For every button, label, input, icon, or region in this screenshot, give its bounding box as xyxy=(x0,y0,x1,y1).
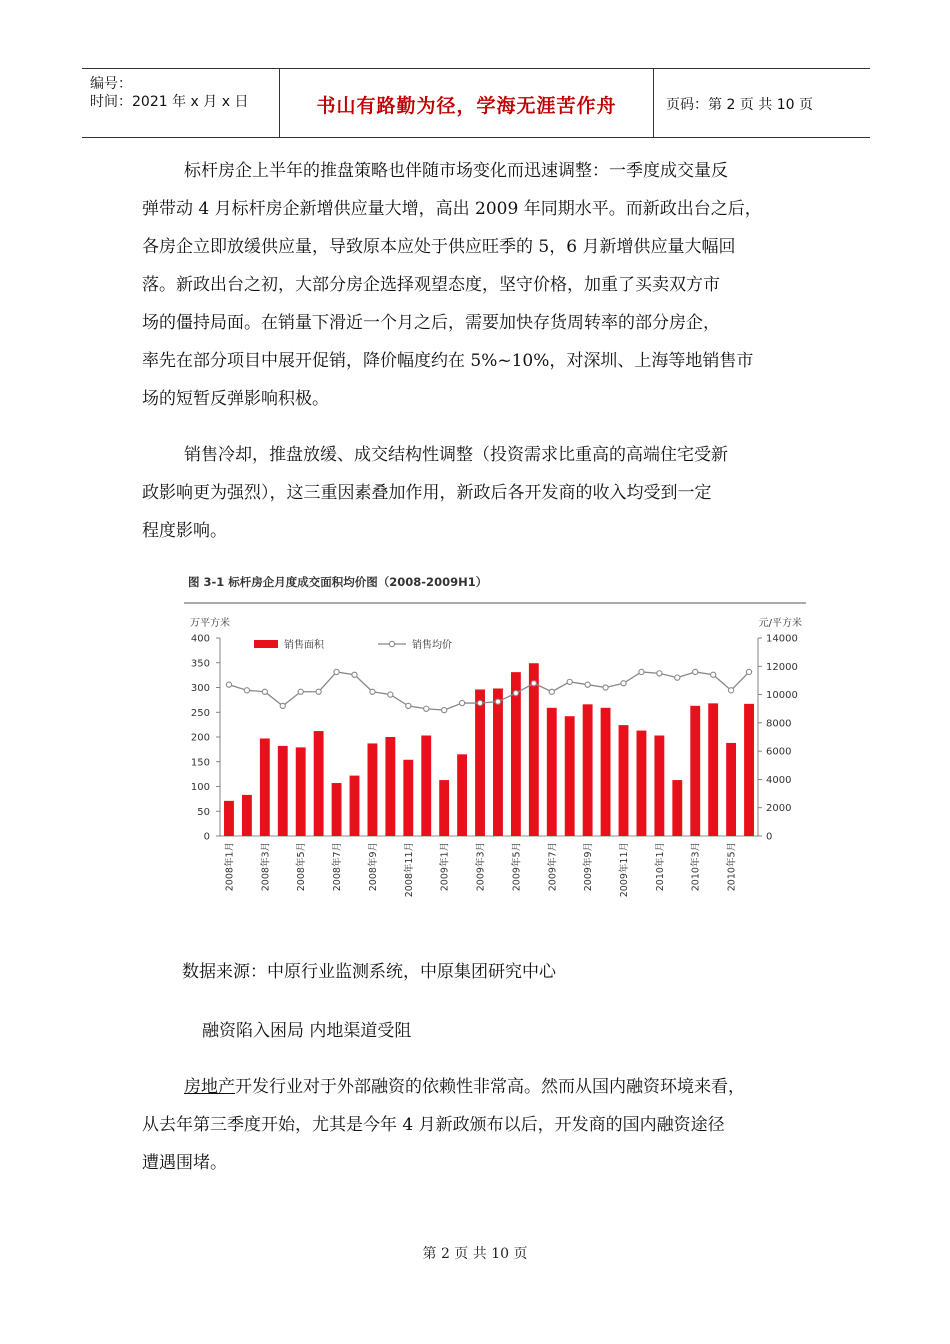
price-point xyxy=(298,689,303,694)
x-tick-label: 2009年3月 xyxy=(475,842,487,892)
paragraph-line: 政影响更为强烈），这三重因素叠加作用，新政后各开发商的收入均受到一定 xyxy=(142,483,712,503)
price-point xyxy=(549,689,554,694)
price-point xyxy=(585,682,590,687)
left-y-tick-label: 200 xyxy=(190,732,210,744)
x-tick-label: 2009年11月 xyxy=(619,842,630,898)
bar xyxy=(654,736,664,836)
x-tick-label: 2008年3月 xyxy=(260,842,272,892)
x-tick-label: 2008年5月 xyxy=(296,842,308,892)
x-tick-label: 2010年5月 xyxy=(726,842,738,892)
right-y-tick-label: 12000 xyxy=(766,661,798,673)
bar xyxy=(619,725,629,836)
x-tick-label: 2010年3月 xyxy=(690,842,702,892)
paragraph-line: 销售冷却，推盘放缓、成交结构性调整（投资需求比重高的高端住宅受新 xyxy=(184,445,728,465)
paragraph-1 xyxy=(142,152,812,418)
bar xyxy=(296,747,306,836)
paragraph-line: 弹带动 4 月标杆房企新增供应量大增，高出 2009 年同期水平。而新政出台之后， xyxy=(142,199,762,219)
bar xyxy=(726,743,736,836)
x-tick-label: 2009年5月 xyxy=(511,842,523,892)
x-tick-label: 2008年9月 xyxy=(367,842,379,892)
price-line xyxy=(229,672,749,710)
underlined-term: 房地产 xyxy=(184,1077,235,1097)
chart-canvas xyxy=(180,568,808,903)
bar xyxy=(637,731,647,836)
chart-figure xyxy=(180,568,808,903)
paragraph-line: 各房企立即放缓供应量，导致原本应处于供应旺季的 5，6 月新增供应量大幅回 xyxy=(142,237,736,257)
header-info-cell xyxy=(82,69,280,137)
right-y-tick-label: 8000 xyxy=(766,718,792,730)
paragraph-line: 场的短暂反弹影响积极。 xyxy=(142,389,329,409)
price-point xyxy=(406,703,411,708)
paragraph-line: 率先在部分项目中展开促销，降价幅度约在 5%~10%，对深圳、上海等地销售市 xyxy=(142,351,754,371)
data-source-note: 数据来源：中原行业监测系统，中原集团研究中心 xyxy=(182,962,556,982)
left-axis-unit: 万平方米 xyxy=(190,618,230,629)
price-point xyxy=(280,703,285,708)
bar xyxy=(601,708,611,836)
page-header xyxy=(82,68,870,138)
motto: 书山有路勤为径，学海无涯苦作舟 xyxy=(316,95,617,117)
legend-line-label: 销售均价 xyxy=(412,640,452,651)
bar xyxy=(511,672,521,836)
bar xyxy=(439,780,449,836)
left-y-tick-label: 150 xyxy=(190,757,210,769)
left-y-tick-label: 350 xyxy=(190,658,210,670)
bar xyxy=(475,689,485,836)
price-point xyxy=(513,691,518,696)
x-tick-label: 2008年7月 xyxy=(332,842,344,892)
header-motto-cell xyxy=(280,69,654,137)
price-point xyxy=(621,681,626,686)
bar xyxy=(260,738,270,836)
section-subheading: 融资陷入困局 内地渠道受阻 xyxy=(202,1021,412,1041)
price-point xyxy=(746,669,751,674)
price-point xyxy=(334,669,339,674)
bar xyxy=(672,780,682,836)
bar xyxy=(368,743,378,836)
number-label: 编号： xyxy=(90,76,132,92)
paragraph-line: 从去年第三季度开始，尤其是今年 4 月新政颁布以后，开发商的国内融资途径 xyxy=(142,1115,725,1135)
paragraph-line-rest: 开发行业对于外部融资的依赖性非常高。然而从国内融资环境来看， xyxy=(235,1077,745,1097)
price-point xyxy=(460,700,465,705)
x-tick-label: 2009年7月 xyxy=(547,842,559,892)
x-tick-label: 2009年9月 xyxy=(583,842,595,892)
price-point xyxy=(352,672,357,677)
right-y-tick-label: 0 xyxy=(766,831,773,843)
bar xyxy=(314,731,324,836)
left-y-tick-label: 0 xyxy=(203,831,210,843)
left-y-tick-label: 400 xyxy=(190,633,210,645)
bar xyxy=(493,688,503,836)
right-y-tick-label: 10000 xyxy=(766,690,798,702)
bar xyxy=(224,801,234,836)
price-point xyxy=(388,692,393,697)
price-point xyxy=(711,672,716,677)
x-tick-label: 2008年1月 xyxy=(224,842,236,892)
left-y-tick-label: 50 xyxy=(197,806,210,818)
price-point xyxy=(370,689,375,694)
price-point xyxy=(244,688,249,693)
bar xyxy=(385,737,395,836)
page-label: 页码：第 2 页 共 10 页 xyxy=(666,97,813,113)
price-point xyxy=(657,671,662,676)
left-y-tick-label: 250 xyxy=(190,707,210,719)
header-page-cell xyxy=(654,69,870,137)
price-point xyxy=(226,682,231,687)
bar xyxy=(708,703,718,836)
paragraph-line: 场的僵持局面。在销量下滑近一个月之后，需要加快存货周转率的部分房企， xyxy=(142,313,720,333)
bar xyxy=(421,736,431,836)
left-y-tick-label: 100 xyxy=(190,782,210,793)
bar xyxy=(547,708,557,836)
legend-bar-swatch xyxy=(254,640,278,648)
legend-line-marker xyxy=(389,641,394,646)
bar xyxy=(457,754,467,836)
paragraph-line: 遭遇围堵。 xyxy=(142,1153,227,1173)
price-point xyxy=(603,685,608,690)
left-y-tick-label: 300 xyxy=(190,683,210,694)
price-point xyxy=(693,669,698,674)
paragraph-2 xyxy=(142,436,812,550)
price-point xyxy=(477,700,482,705)
paragraph-line: 程度影响。 xyxy=(142,521,227,541)
bar xyxy=(350,776,360,836)
price-point xyxy=(424,706,429,711)
bar xyxy=(565,716,575,836)
bar xyxy=(278,746,288,836)
price-point xyxy=(442,708,447,713)
bar xyxy=(332,783,342,836)
legend-bar-label: 销售面积 xyxy=(284,640,324,651)
page-footer: 第 2 页 共 10 页 xyxy=(422,1246,528,1262)
bar xyxy=(583,704,593,836)
price-point xyxy=(729,688,734,693)
time-label: 时间：2021 年 x 月 x 日 xyxy=(90,94,249,110)
x-tick-label: 2008年11月 xyxy=(403,842,415,898)
paragraph-3 xyxy=(142,1068,812,1182)
chart-title: 图 3-1 标杆房企月度成交面积均价图（2008-2009H1） xyxy=(188,575,488,589)
bar xyxy=(690,706,700,836)
price-point xyxy=(567,679,572,684)
right-y-tick-label: 4000 xyxy=(766,774,792,786)
right-y-tick-label: 14000 xyxy=(766,633,798,645)
price-point xyxy=(316,689,321,694)
x-tick-label: 2010年1月 xyxy=(654,842,666,892)
right-y-tick-label: 2000 xyxy=(766,803,792,815)
paragraph-line: 落。新政出台之初，大部分房企选择观望态度，坚守价格，加重了买卖双方市 xyxy=(142,275,720,295)
x-tick-label: 2009年1月 xyxy=(439,842,451,892)
bar xyxy=(744,704,754,836)
bar xyxy=(529,663,539,836)
price-point xyxy=(675,675,680,680)
price-point xyxy=(262,689,267,694)
bar xyxy=(242,795,252,836)
price-point xyxy=(531,681,536,686)
right-y-tick-label: 6000 xyxy=(766,746,792,758)
price-point xyxy=(639,669,644,674)
price-point xyxy=(495,699,500,704)
paragraph-line xyxy=(142,1068,812,1106)
right-axis-unit: 元/平方米 xyxy=(758,618,802,629)
bar xyxy=(403,760,413,836)
paragraph-line: 标杆房企上半年的推盘策略也伴随市场变化而迅速调整：一季度成交量反 xyxy=(184,161,728,181)
